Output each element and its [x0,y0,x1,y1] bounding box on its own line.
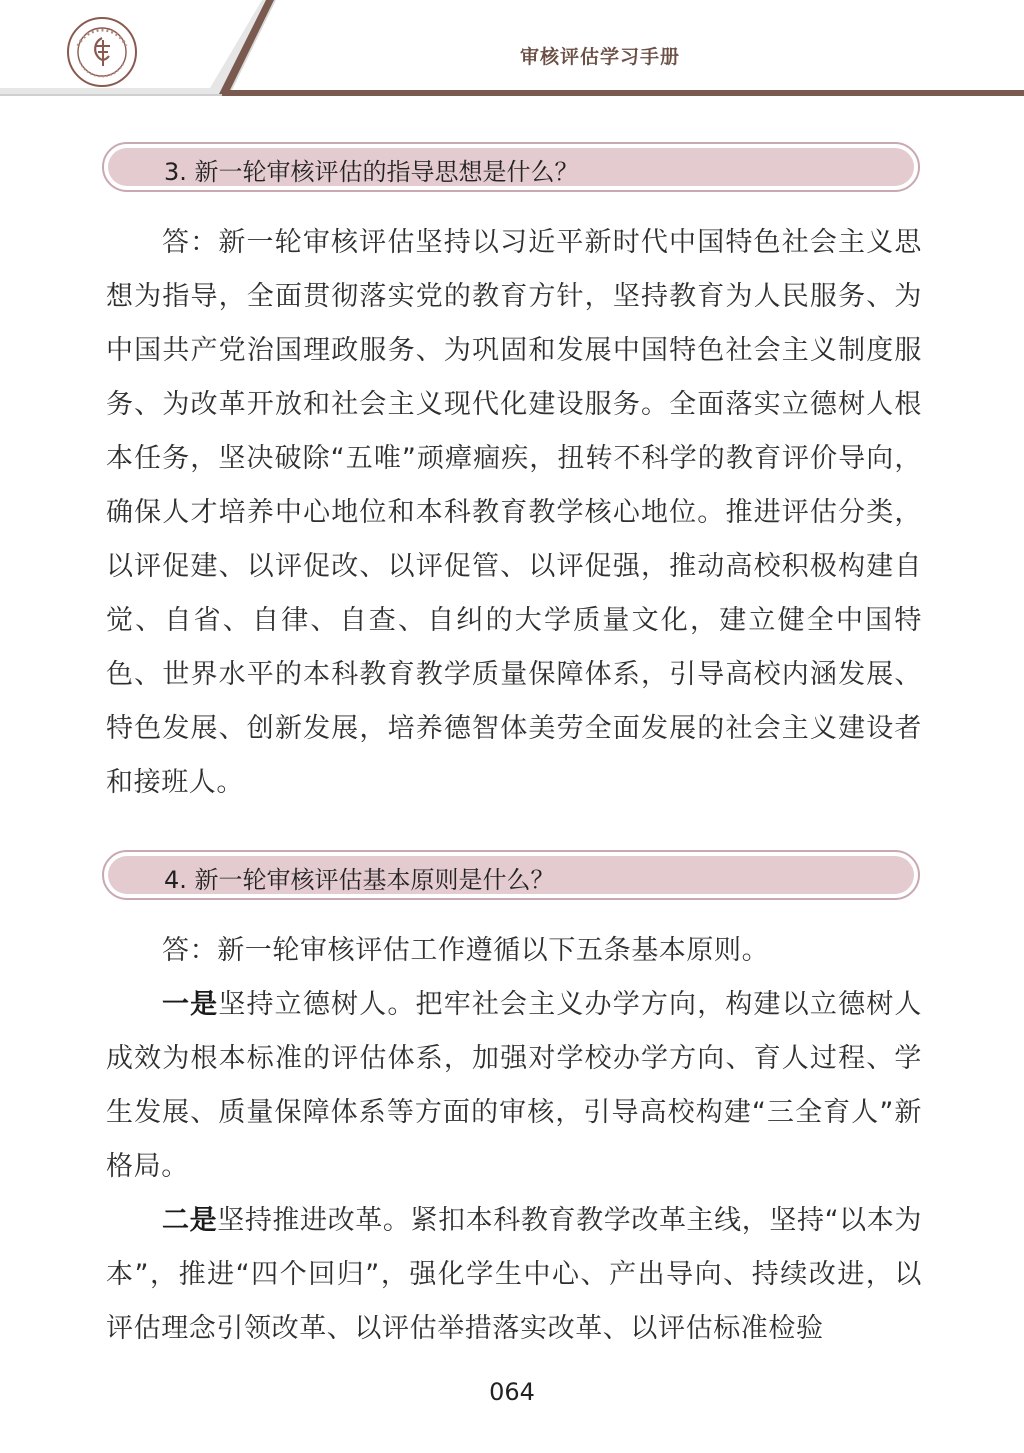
header-title: 审核评估学习手册 [519,46,680,68]
section-4-intro: 答：新一轮审核评估工作遵循以下五条基本原则。 [162,935,770,966]
principle-1-lead: 一是 [162,989,219,1020]
university-logo [66,16,138,88]
page-number: 064 [489,1378,535,1406]
principle-2 [106,1194,922,1356]
section-4-question: 4. 新一轮审核评估基本原则是什么？ [164,866,555,894]
section-3-answer: 答：新一轮审核评估坚持以习近平新时代中国特色社会主义思想为指导，全面贯彻落实党的教育方针，坚持教育为人民服务、为中国共产党治国理政服务、为巩固和发展中国特色社会主义制度服务、为改革开放和社会主义现代化建设服务。全面落实立德树人根本任务，坚决破除“五唯”顽瘴痼疾，扭转不科学的教育评价导向，确保人才培养中心地位和本科教育教学核心地位。推进评估分类，以评促建、以评促改、以评促管、以评促强，推动高校积极构建自觉、自省、自律、自查、自纠的大学质量文化，建立健全中国特色、世界水平的本科教育教学质量保障体系，引导高校内涵发展、特色发展、创新发展，培养德智体美劳全面发展的社会主义建设者和接班人。 [106,227,922,798]
principle-1-text: 坚持立德树人。把牢社会主义办学方向，构建以立德树人成效为根本标准的评估体系，加强对学校办学方向、育人过程、学生发展、质量保障体系等方面的审核，引导高校构建“三全育人”新格局。 [106,989,923,1182]
section-3-heading-bar [102,142,920,192]
principle-1 [106,978,922,1194]
section-3-question: 3. 新一轮审核评估的指导思想是什么？ [164,158,579,186]
principle-2-lead: 二是 [162,1205,218,1236]
page-header [0,0,1024,100]
principle-2-text: 坚持推进改革。紧扣本科教育教学改革主线，坚持“以本为本”，推进“四个回归”，强化学生中心、产出导向、持续改进，以评估理念引领改革、以评估举措落实改革、以评估标准检验 [106,1205,922,1344]
section-4-heading-bar [102,850,920,900]
